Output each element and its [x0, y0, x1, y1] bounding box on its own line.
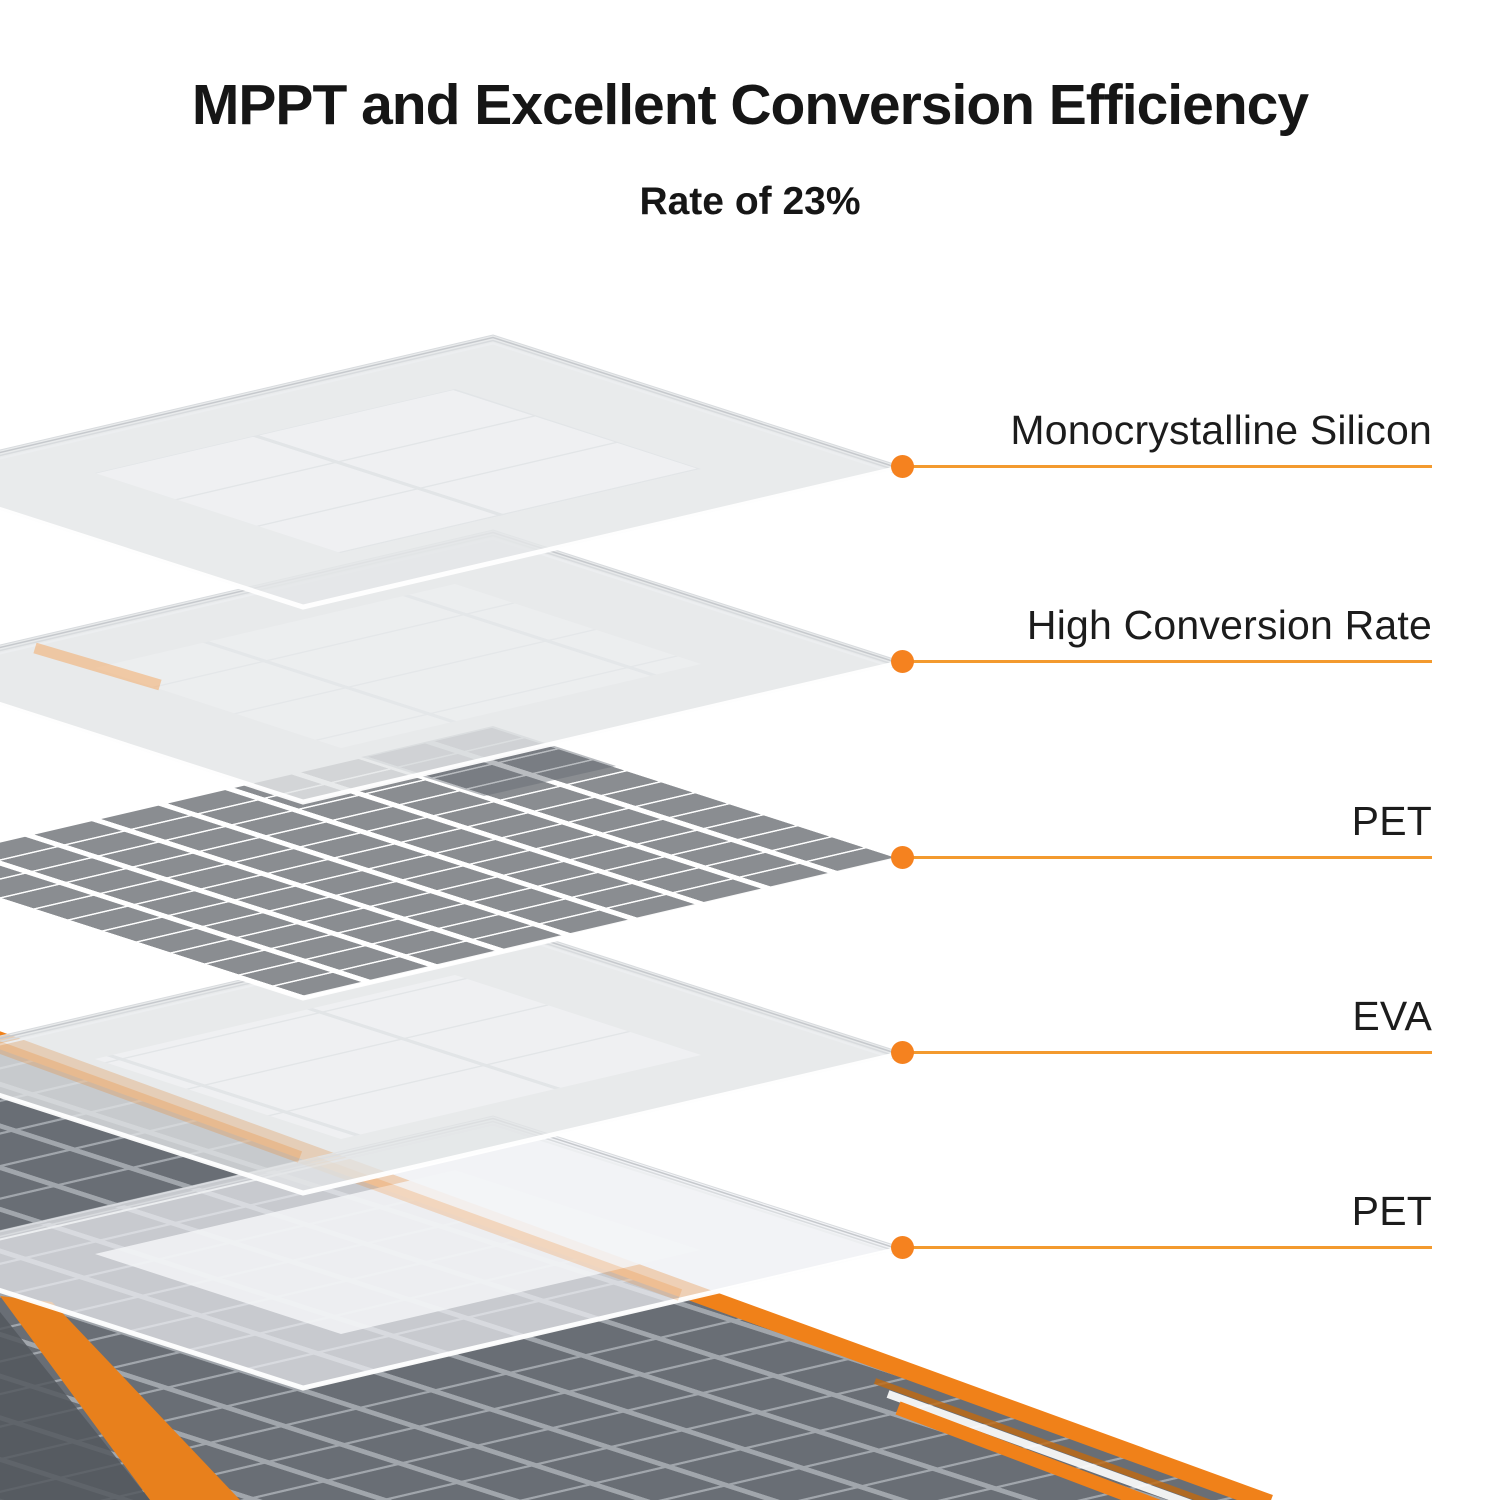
page-title: MPPT and Excellent Conversion Efficiency — [191, 73, 1309, 137]
page-subtitle: Rate of 23% — [639, 180, 861, 223]
callout-dot-icon — [891, 455, 914, 478]
callout-pet-top — [903, 798, 1432, 859]
callout-dot-icon — [891, 1236, 914, 1259]
callout-label: PET — [1351, 1188, 1432, 1234]
callout-label: EVA — [1352, 993, 1432, 1039]
callout-eva — [903, 993, 1432, 1054]
layer-monocrystalline-silicon — [0, 335, 903, 607]
callout-pet-bottom — [903, 1188, 1432, 1249]
callout-dot-icon — [891, 846, 914, 869]
callout-monocrystalline-silicon — [903, 407, 1432, 468]
callout-label: High Conversion Rate — [1026, 602, 1432, 648]
callout-label: PET — [1351, 798, 1432, 844]
callout-dot-icon — [891, 650, 914, 673]
callout-dot-icon — [891, 1041, 914, 1064]
callout-high-conversion-rate — [903, 602, 1432, 663]
callout-label: Monocrystalline Silicon — [1010, 407, 1432, 453]
